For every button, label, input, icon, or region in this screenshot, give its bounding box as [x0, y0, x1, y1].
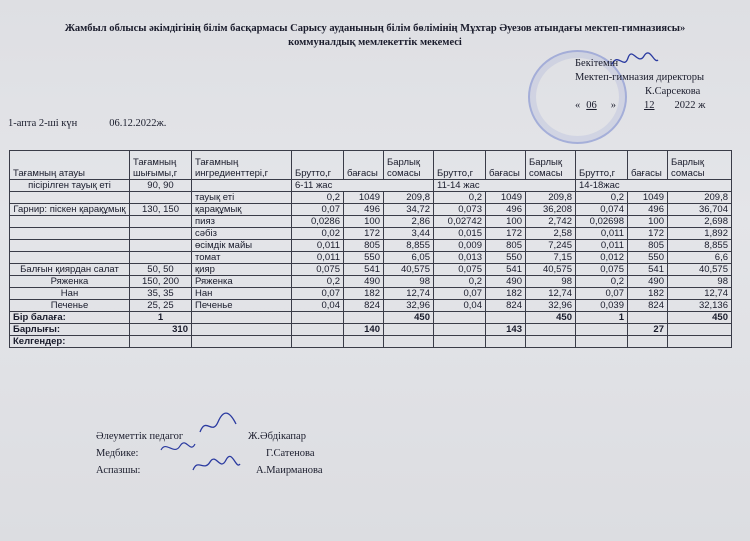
table-cell [292, 312, 344, 324]
approval-date: « 06 » 12 2022 ж [575, 100, 706, 111]
table-cell: 310 [130, 324, 192, 336]
table-cell: 12,74 [526, 288, 576, 300]
table-row [10, 228, 732, 240]
table-cell: 98 [668, 276, 732, 288]
table-cell: Келгендер: [10, 336, 130, 348]
table-cell: 6,6 [668, 252, 732, 264]
table-cell: Ряженка [10, 276, 130, 288]
table-cell: 0,2 [434, 276, 486, 288]
table-cell [486, 336, 526, 348]
table-cell: 35, 35 [130, 288, 192, 300]
table-cell: 100 [628, 216, 668, 228]
column-header: Барлық сомасы [384, 151, 434, 180]
table-cell [526, 336, 576, 348]
table-cell: 172 [628, 228, 668, 240]
table-cell: 182 [628, 288, 668, 300]
table-cell: 0,2 [576, 276, 628, 288]
table-cell: 0,2 [292, 192, 344, 204]
table-cell: 805 [344, 240, 384, 252]
cook-signature [190, 454, 242, 476]
table-cell: 496 [486, 204, 526, 216]
table-cell: 0,02742 [434, 216, 486, 228]
table-cell [10, 240, 130, 252]
approval-label: Бекітемін [575, 58, 619, 69]
column-header: Барлық сомасы [668, 151, 732, 180]
table-cell [434, 324, 486, 336]
table-cell: 100 [344, 216, 384, 228]
total-row [10, 324, 732, 336]
approval-block [575, 57, 745, 113]
arrived-row [10, 336, 732, 348]
table-cell: 40,575 [526, 264, 576, 276]
table-cell [576, 324, 628, 336]
document-title [14, 22, 736, 50]
column-header: Брутто,г [576, 151, 628, 180]
column-header: бағасы [486, 151, 526, 180]
table-cell [344, 336, 384, 348]
table-cell [384, 336, 434, 348]
approval-date-month: 12 [644, 100, 655, 111]
table-cell [130, 252, 192, 264]
table-cell: 496 [344, 204, 384, 216]
table-cell: 450 [668, 312, 732, 324]
table-cell [130, 228, 192, 240]
table-row [10, 288, 732, 300]
table-cell [10, 252, 130, 264]
table-cell: 0,07 [292, 288, 344, 300]
table-cell [292, 336, 344, 348]
table-row [10, 240, 732, 252]
table-cell [10, 216, 130, 228]
table-cell: 0,074 [576, 204, 628, 216]
title-line-1: Жамбыл облысы әкімдігінің білім басқармасы Сарысу ауданының білім бөлімінің Мұхтар Әуезов атындағы мектеп-гимназиясы» [64, 23, 686, 34]
table-cell [292, 324, 344, 336]
table-row [10, 300, 732, 312]
table-cell [130, 216, 192, 228]
table-cell [192, 324, 292, 336]
table-cell: 209,8 [526, 192, 576, 204]
table-cell: 130, 150 [130, 204, 192, 216]
table-cell: 7,245 [526, 240, 576, 252]
approval-year: 2022 ж [674, 100, 706, 111]
table-cell: 0,075 [434, 264, 486, 276]
table-cell: 0,013 [434, 252, 486, 264]
table-cell: 8,855 [668, 240, 732, 252]
table-cell: 0,02698 [576, 216, 628, 228]
column-header: Барлық сомасы [526, 151, 576, 180]
column-header: Тағамның атауы [10, 151, 130, 180]
table-cell: 1049 [486, 192, 526, 204]
table-cell: 824 [628, 300, 668, 312]
table-cell [486, 312, 526, 324]
table-cell: 0,011 [292, 240, 344, 252]
week-day: 1-апта 2-ші күн [8, 118, 78, 129]
table-cell: 2,58 [526, 228, 576, 240]
table-cell: 0,2 [292, 276, 344, 288]
table-cell: 140 [344, 324, 384, 336]
table-cell: пісірілген тауық еті [10, 180, 130, 192]
table-cell: 0,039 [576, 300, 628, 312]
table-cell: 100 [486, 216, 526, 228]
signature-name: А.Маирманова [256, 465, 323, 476]
table-cell: 6-11 жас [292, 180, 434, 192]
table-cell: 0,015 [434, 228, 486, 240]
approval-name: К.Сарсекова [645, 86, 701, 97]
table-cell: 34,72 [384, 204, 434, 216]
table-cell: сәбіз [192, 228, 292, 240]
table-cell: томат [192, 252, 292, 264]
column-header: Брутто,г [434, 151, 486, 180]
table-cell: 150, 200 [130, 276, 192, 288]
table-cell [668, 324, 732, 336]
table-cell: 824 [344, 300, 384, 312]
table-cell: 14-18жас [576, 180, 732, 192]
table-cell [384, 324, 434, 336]
table-cell: 805 [628, 240, 668, 252]
approval-date-day: 06 [586, 100, 597, 111]
table-cell: 8,855 [384, 240, 434, 252]
table-cell: 0,07 [292, 204, 344, 216]
table-cell: 805 [486, 240, 526, 252]
table-cell: 172 [486, 228, 526, 240]
table-row [10, 276, 732, 288]
table-cell: 1,892 [668, 228, 732, 240]
per-child-row [10, 312, 732, 324]
table-cell: 182 [344, 288, 384, 300]
table-cell: 0,011 [292, 252, 344, 264]
table-row [10, 264, 732, 276]
table-cell: Гарнир: піскен қарақұмық [10, 204, 130, 216]
table-cell: 40,575 [668, 264, 732, 276]
table-cell: 1049 [628, 192, 668, 204]
table-cell: 40,575 [384, 264, 434, 276]
social-pedagogue-signature [196, 410, 244, 440]
table-cell: 541 [628, 264, 668, 276]
column-header: Тағамның шығымы,г [130, 151, 192, 180]
table-cell [192, 336, 292, 348]
age-group-row [10, 180, 732, 192]
table-cell: 0,073 [434, 204, 486, 216]
table-cell: 12,74 [668, 288, 732, 300]
table-cell [130, 192, 192, 204]
table-cell: 1 [130, 312, 192, 324]
table-cell: 90, 90 [130, 180, 192, 192]
menu-date: 06.12.2022ж. [109, 118, 167, 129]
table-row [10, 252, 732, 264]
table-cell: 143 [486, 324, 526, 336]
table-cell: 0,07 [576, 288, 628, 300]
table-cell: 541 [344, 264, 384, 276]
approval-date-prefix: « [575, 100, 581, 111]
table-cell: өсімдік майы [192, 240, 292, 252]
table-cell: 0,02 [292, 228, 344, 240]
table-cell: 550 [486, 252, 526, 264]
table-cell: 0,075 [576, 264, 628, 276]
table-cell [434, 312, 486, 324]
table-cell: Бір балаға: [10, 312, 130, 324]
table-cell: 0,009 [434, 240, 486, 252]
table-cell: 0,011 [576, 228, 628, 240]
table-cell [192, 312, 292, 324]
table-cell: 1049 [344, 192, 384, 204]
menu-table [9, 150, 732, 348]
table-cell: 27 [628, 324, 668, 336]
table-cell: 7,15 [526, 252, 576, 264]
table-cell: 2,698 [668, 216, 732, 228]
table-cell: 0,011 [576, 240, 628, 252]
table-cell: 32,136 [668, 300, 732, 312]
table-cell: 550 [628, 252, 668, 264]
table-cell: Нан [10, 288, 130, 300]
table-cell [130, 240, 192, 252]
table-cell: 541 [486, 264, 526, 276]
column-header: бағасы [344, 151, 384, 180]
table-cell: 490 [628, 276, 668, 288]
table-cell: Печенье [192, 300, 292, 312]
table-cell: 490 [486, 276, 526, 288]
table-row [10, 204, 732, 216]
table-cell [130, 336, 192, 348]
table-row [10, 192, 732, 204]
table-cell [628, 336, 668, 348]
table-cell: 50, 50 [130, 264, 192, 276]
table-cell [668, 336, 732, 348]
table-cell: 550 [344, 252, 384, 264]
table-cell [434, 336, 486, 348]
table-cell: 3,44 [384, 228, 434, 240]
table-cell: 36,704 [668, 204, 732, 216]
table-cell: 450 [526, 312, 576, 324]
table-cell [576, 336, 628, 348]
table-cell: тауық еті [192, 192, 292, 204]
column-header: Тағамның ингредиенттері,г [192, 151, 292, 180]
table-cell: 209,8 [384, 192, 434, 204]
table-cell: 496 [628, 204, 668, 216]
table-cell: 0,012 [576, 252, 628, 264]
table-cell: 32,96 [526, 300, 576, 312]
table-cell: 450 [384, 312, 434, 324]
table-cell: 25, 25 [130, 300, 192, 312]
table-cell: 172 [344, 228, 384, 240]
table-cell: Балғын қиярдан салат [10, 264, 130, 276]
signature-role: Аспазшы: [96, 465, 141, 476]
table-cell: 0,0286 [292, 216, 344, 228]
title-line-2: коммуналдық мемлекеттік мекемесі [288, 37, 462, 48]
table-cell: 0,04 [292, 300, 344, 312]
table-cell: 0,07 [434, 288, 486, 300]
table-cell [10, 192, 130, 204]
table-cell [10, 228, 130, 240]
table-cell: 98 [384, 276, 434, 288]
table-cell: Барлығы: [10, 324, 130, 336]
table-row [10, 216, 732, 228]
table-cell: Печенье [10, 300, 130, 312]
table-cell: қарақұмық [192, 204, 292, 216]
column-header: Брутто,г [292, 151, 344, 180]
table-cell: қияр [192, 264, 292, 276]
table-cell: 0,2 [576, 192, 628, 204]
table-cell: 182 [486, 288, 526, 300]
signature-name: Г.Сатенова [266, 448, 315, 459]
table-cell: 1 [576, 312, 628, 324]
approval-position: Мектеп-гимназия директоры [575, 72, 705, 83]
table-cell: 6,05 [384, 252, 434, 264]
table-cell: 490 [344, 276, 384, 288]
meta-row [8, 118, 198, 129]
signature-role: Әлеуметтік педагог [96, 431, 184, 442]
table-cell: 36,208 [526, 204, 576, 216]
table-cell: 2,742 [526, 216, 576, 228]
table-cell [192, 180, 292, 192]
table-cell [628, 312, 668, 324]
table-cell: 824 [486, 300, 526, 312]
table-cell: 0,04 [434, 300, 486, 312]
signature-role: Медбике: [96, 448, 139, 459]
table-cell: пияз [192, 216, 292, 228]
table-cell: 209,8 [668, 192, 732, 204]
table-cell: 32,96 [384, 300, 434, 312]
table-cell: 98 [526, 276, 576, 288]
signature-name: Ж.Әбдікапар [248, 431, 306, 442]
table-cell: 2,86 [384, 216, 434, 228]
table-cell: Ряженка [192, 276, 292, 288]
column-header: бағасы [628, 151, 668, 180]
table-header-row [10, 151, 732, 180]
table-cell: Нан [192, 288, 292, 300]
table-cell [344, 312, 384, 324]
table-cell: 0,075 [292, 264, 344, 276]
table-cell: 12,74 [384, 288, 434, 300]
table-cell: 0,2 [434, 192, 486, 204]
table-cell: 11-14 жас [434, 180, 576, 192]
table-cell [526, 324, 576, 336]
